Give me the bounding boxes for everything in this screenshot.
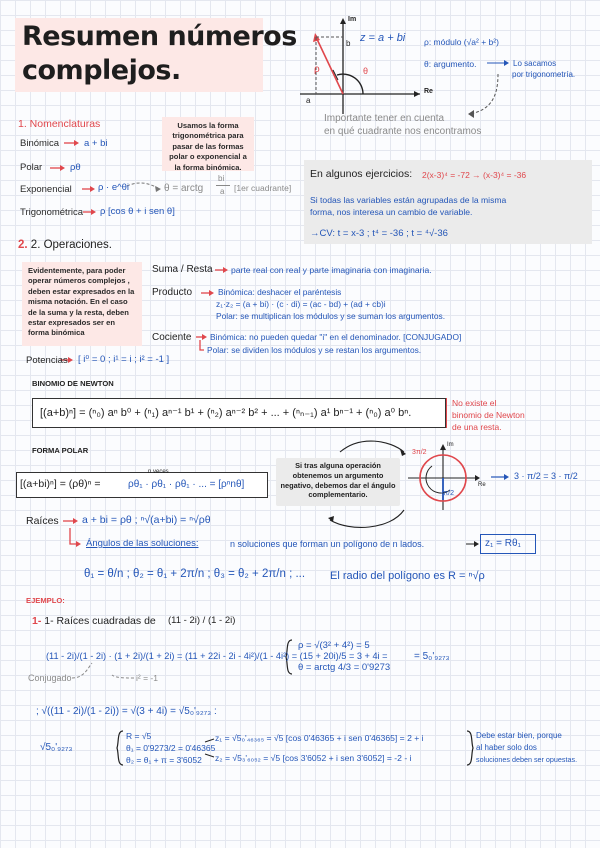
polar-formula-right: ρθ₁ · ρθ₁ · ρθ₁ · ... = [ρⁿnθ] xyxy=(128,479,245,490)
z2-line: z₂ = √5₃'₆₀₅₂ = √5 [cos 3'6052 + i sen 3'6052] = -2 - i xyxy=(215,753,412,763)
theta-frac-bar xyxy=(216,185,230,186)
important-curve-head xyxy=(468,110,474,118)
ejercicios-eq: 2(x-3)⁴ = -72 → (x-3)⁴ = -36 xyxy=(422,170,527,180)
ejemplo-step1: (11 - 2i)/(1 - 2i) · (1 + 2i)/(1 + 2i) = (11 + 22i - 2i - 4i²)/(1 - 4i²) = (15 + 20i)/5 = 3 + 4i = xyxy=(46,651,388,661)
circle-result-arrow-head xyxy=(504,474,509,480)
newton-note-bar xyxy=(446,398,447,428)
circle-top-label: 3π/2 xyxy=(412,449,427,456)
z-label: z = a + bi xyxy=(360,32,406,44)
ejemplo-root-line: ; √((11 - 2i)/(1 - 2i)) = √(3 + 4i) = √5₀'₉₂₇₃ : xyxy=(36,706,217,717)
arrow-suma-head xyxy=(223,267,228,273)
brace-results xyxy=(467,731,473,765)
trig-note-2: por trigonometría. xyxy=(512,70,576,79)
newton-note-3: de una resta. xyxy=(452,422,502,432)
theta-label: θ xyxy=(363,66,369,76)
arrow-trig-head xyxy=(91,209,96,215)
curve-to-circle-head xyxy=(400,449,406,456)
ejemplo-result: = 5₀'₉₂₇₃ xyxy=(414,651,450,662)
exponencial-value: ρ · e^θi xyxy=(98,182,129,193)
raices-formula: a + bi = ρθ ; ⁿ√(a+bi) = ⁿ√ρθ xyxy=(82,514,211,526)
im-axis-arrow xyxy=(340,18,346,24)
arrow-cociente-head xyxy=(202,334,207,340)
curve-to-circle xyxy=(340,441,404,452)
polar-heading: FORMA POLAR xyxy=(32,446,89,455)
polar-n-veces: n veces xyxy=(148,469,169,475)
binomica-value: a + bi xyxy=(84,138,108,149)
raices-label: Raíces xyxy=(26,515,59,527)
conjugado-dash xyxy=(72,663,92,678)
t1-line: θ₁ = 0'9273/2 = 0'46365 xyxy=(126,743,216,753)
circle-re-axis-head xyxy=(475,475,480,481)
r-line: R = √5 xyxy=(126,731,152,741)
ejemplo-theta: θ = arctg 4/3 = 0'9273 xyxy=(298,662,391,673)
circle-im-axis-head xyxy=(440,444,446,450)
binomica-label: Binómica xyxy=(20,138,60,149)
i2-label: i² = -1 xyxy=(136,673,158,683)
trig-label: Trigonométrica xyxy=(20,207,84,218)
thetas-formula: θ₁ = θ/n ; θ₂ = θ₁ + 2π/n ; θ₃ = θ₂ + 2π/n ; ... xyxy=(84,568,306,580)
brace-solutions xyxy=(117,731,123,765)
circle-bottom-label: -π/2 xyxy=(441,490,454,497)
section1-heading-text: 1. Nomenclaturas xyxy=(18,118,101,130)
final-note-1: Debe estar bien, porque xyxy=(476,731,562,740)
modulo-label: ρ: módulo (√a² + b²) xyxy=(424,37,499,47)
arrow-producto-head xyxy=(209,290,214,296)
arrow-z2-ex xyxy=(205,754,214,757)
ejemplo-heading: EJEMPLO: xyxy=(26,596,65,605)
potencias-label: Potencias xyxy=(26,355,68,366)
newton-note-2: binomio de Newton xyxy=(452,410,525,420)
section2-heading-text: 2. Operaciones. xyxy=(30,239,112,251)
curve-from-circle xyxy=(330,510,404,527)
a-label: a xyxy=(306,96,311,105)
exponencial-label: Exponencial xyxy=(20,184,72,195)
ejemplo-frac: (11 - 2i) / (1 - 2i) xyxy=(168,615,236,626)
arrow-z1-ex xyxy=(205,739,214,742)
exp-theta-dash xyxy=(127,183,158,188)
newton-note-1: No existe el xyxy=(452,398,497,408)
polar-value: ρθ xyxy=(70,162,81,173)
im-axis-label: Im xyxy=(348,16,357,23)
b-label: b xyxy=(346,39,351,48)
section2-heading: 2. 2. Operaciones. xyxy=(18,239,112,251)
ejemplo-sub-text: 1- Raíces cuadradas de xyxy=(44,615,156,627)
newton-heading: BINOMIO DE NEWTON xyxy=(32,379,114,388)
t2-line: θ₂ = θ₁ + π = 3'6052 xyxy=(126,755,202,765)
producto-line-1: Binómica: deshacer el paréntesis xyxy=(218,287,342,297)
theta-frac-num: bi xyxy=(218,174,225,183)
rho-label: ρ xyxy=(314,64,320,75)
z1-line: z₁ = √5₀'₄₆₃₆₅ = √5 [cos 0'46365 + i sen 0'46365] = 2 + i xyxy=(215,733,424,743)
circle-angle xyxy=(426,466,450,493)
radius-vector xyxy=(316,37,343,94)
section1-note: Usamos la forma trigonométrica para pasar de las formas polar o exponencial a la forma binómica. xyxy=(162,117,254,171)
z1-label: z₁ = Rθ₁ xyxy=(485,538,521,549)
section2-note: Evidentemente, para poder operar números complejos , deben estar expresados en la misma notación. En el caso de la suma y la resta, deben estar expresados ser en forma binómica xyxy=(22,262,142,346)
arg-arrow-head xyxy=(504,60,509,66)
title-line-2: complejos. xyxy=(22,55,181,86)
ejercicios-cv: →CV: t = x-3 ; t⁴ = -36 ; t = ⁴√-36 xyxy=(310,228,448,239)
cociente-label: Cociente xyxy=(152,332,192,343)
circle-im-label: Im xyxy=(447,442,454,448)
argumento-label: θ: argumento. xyxy=(424,59,477,69)
angulos-label: Ángulos de las soluciones: xyxy=(86,538,199,549)
arrow-polar-head xyxy=(60,165,65,171)
exp-theta-dash-head xyxy=(155,186,161,192)
cociente-line-2: Polar: se dividen los módulos y se restan los argumentos. xyxy=(207,345,422,355)
sqrt-start: √5₀'₉₂₇₃ xyxy=(40,742,73,753)
arrow-z1-head xyxy=(474,541,479,547)
i2-dash xyxy=(112,675,134,678)
circle-arrow-eq: 3 · π/2 = 3 · π/2 xyxy=(514,471,578,481)
trig-value: ρ [cos θ + i sen θ] xyxy=(100,206,175,217)
final-note-3: soluciones deben ser opuestas. xyxy=(476,755,578,764)
polar-note: Si tras alguna operación obtenemos un argumento negativo, debemos dar el ángulo complementario. xyxy=(280,461,396,500)
ejercicios-desc-2: forma, nos interesa un cambio de variable. xyxy=(310,207,473,217)
trig-note-1: Lo sacamos xyxy=(513,59,557,68)
title-line-1: Resumen números xyxy=(22,21,297,52)
section1-heading xyxy=(18,118,100,130)
ejemplo-rho: ρ = √(3² + 4²) = 5 xyxy=(298,640,370,651)
ejercicios-title: En algunos ejercicios: xyxy=(310,168,413,180)
arrow-raices-head xyxy=(73,518,78,524)
re-axis-label: Re xyxy=(424,88,433,95)
circle-re-label: Re xyxy=(478,482,486,488)
arrow-potencias-head xyxy=(68,357,73,363)
polar-label: Polar xyxy=(20,162,43,173)
final-note-2: al haber solo dos xyxy=(476,743,537,752)
cuadrante-label: [1er cuadrante] xyxy=(234,183,292,193)
potencias-value: [ i⁰ = 0 ; i¹ = i ; i² = -1 ] xyxy=(78,354,170,365)
important-note-1: Importante tener en cuenta xyxy=(324,113,445,124)
angulos-desc: n soluciones que forman un polígono de n lados. xyxy=(230,539,425,549)
ejemplo-sub: 1- 1- Raíces cuadradas de xyxy=(32,615,156,627)
newton-formula: [(a+b)ⁿ] = (ⁿ₀) aⁿ b⁰ + (ⁿ₁) aⁿ⁻¹ b¹ + (ⁿ₂) aⁿ⁻² b² + ... + (ⁿₙ₋₁) a¹ bⁿ⁻¹ + (ⁿ₀) a⁰ bⁿ. xyxy=(40,407,412,419)
important-curve xyxy=(470,74,498,114)
important-note-2: en qué cuadrante nos encontramos xyxy=(324,126,482,137)
arrow-cociente-polar xyxy=(200,340,204,350)
producto-line-3: Polar: se multiplican los módulos y se suman los argumentos. xyxy=(216,311,446,321)
arrow-binomica-head xyxy=(74,140,79,146)
arrow-exponencial-head xyxy=(90,186,95,192)
suma-desc: parte real con real y parte imaginaria con imaginaria. xyxy=(231,265,432,275)
producto-label: Producto xyxy=(152,287,193,298)
polar-formula-left: [(a+bi)ⁿ] = (ρθ)ⁿ = xyxy=(20,478,101,490)
arrow-angulos-head xyxy=(76,541,81,547)
radio-label: El radio del polígono es R = ⁿ√ρ xyxy=(330,570,485,582)
cociente-line-1: Binómica: no pueden quedar "i" en el denominador. [CONJUGADO] xyxy=(210,332,462,342)
theta-frac-den: a xyxy=(220,187,225,196)
ejercicios-desc-1: Si todas las variables están agrupadas de la misma xyxy=(310,195,507,205)
re-axis-arrow xyxy=(414,91,420,97)
theta-formula: θ = arctg xyxy=(164,183,204,194)
conjugado-label: Conjugado xyxy=(28,673,72,683)
suma-label: Suma / Resta xyxy=(152,264,213,275)
producto-line-2: z₁·z₂ = (a + bi) · (c · di) = (ac - bd) + (ad + cb)i xyxy=(216,299,386,309)
